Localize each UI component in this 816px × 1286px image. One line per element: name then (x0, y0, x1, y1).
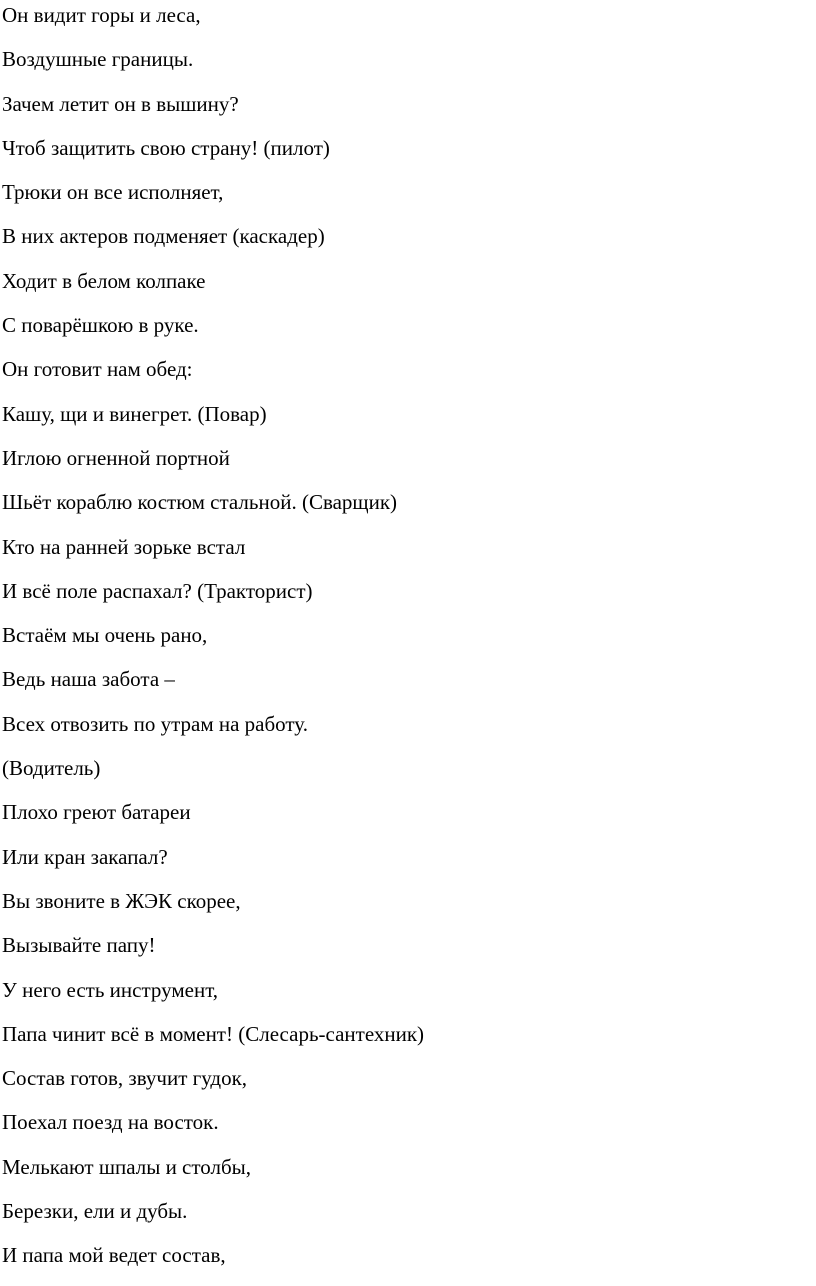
text-line: Трюки он все исполняет, (2, 180, 224, 205)
text-line: С поварёшкою в руке. (2, 313, 199, 338)
text-line: Шьёт кораблю костюм стальной. (Сварщик) (2, 490, 398, 515)
text-line: Плохо греют батареи (2, 800, 191, 825)
text-line: Вызывайте папу! (2, 933, 156, 958)
text-line: Поехал поезд на восток. (2, 1110, 219, 1135)
text-line: Ведь наша забота – (2, 667, 175, 692)
text-line: Состав готов, звучит гудок, (2, 1066, 248, 1091)
text-line: Папа чинит всё в момент! (Слесарь-сантехник) (2, 1021, 425, 1046)
text-line: (Водитель) (2, 756, 101, 781)
text-line: Иглою огненной портной (2, 445, 230, 470)
text-line: И всё поле распахал? (Тракторист) (2, 578, 313, 603)
text-line: Воздушные границы. (2, 47, 194, 72)
text-line: Кто на ранней зорьке встал (2, 534, 246, 559)
text-line: Вы звоните в ЖЭК скорее, (2, 888, 241, 913)
text-line: Мелькают шпалы и столбы, (2, 1154, 252, 1179)
text-line: Березки, ели и дубы. (2, 1199, 188, 1224)
text-line: Он видит горы и леса, (2, 3, 201, 27)
text-line: Кашу, щи и винегрет. (Повар) (2, 401, 267, 426)
text-line: Или кран закапал? (2, 844, 168, 869)
text-line: У него есть инструмент, (2, 977, 219, 1002)
text-line: В них актеров подменяет (каскадер) (2, 224, 325, 249)
text-line: И папа мой ведет состав, (2, 1243, 226, 1268)
riddle-text-body (2, 0, 424, 1285)
text-line: Всех отвозить по утрам на работу. (2, 711, 308, 736)
text-line: Чтоб защитить свою страну! (пилот) (2, 135, 330, 160)
text-line: Он готовит нам обед: (2, 357, 193, 382)
text-line: Ходит в белом колпаке (2, 268, 206, 293)
text-line: Встаём мы очень рано, (2, 623, 208, 648)
text-line: Зачем летит он в вышину? (2, 91, 239, 116)
